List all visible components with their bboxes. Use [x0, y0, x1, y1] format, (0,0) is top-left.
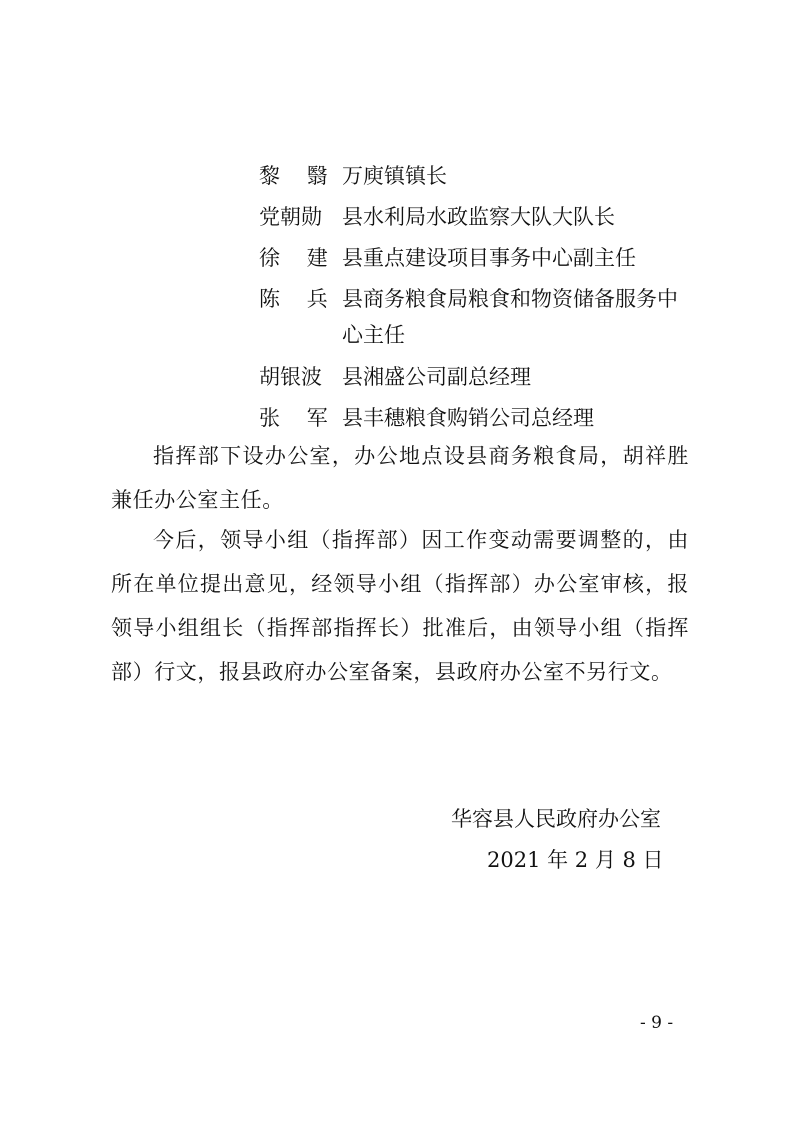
- member-name: 胡银波: [259, 365, 322, 389]
- member-name: 张 军: [259, 406, 328, 430]
- paragraph-office: 指挥部下设办公室，办公地点设县商务粮食局，胡祥胜兼任办公室主任。: [111, 444, 689, 512]
- member-name: 陈 兵: [259, 287, 328, 311]
- signature-date: 2021 年 2 月 8 日: [487, 848, 664, 872]
- member-row: [259, 197, 719, 238]
- member-name: 黎 翳: [259, 164, 328, 188]
- member-row: [259, 279, 719, 320]
- member-role: 县商务粮食局粮食和物资储备服务中: [342, 287, 678, 311]
- member-role: 县重点建设项目事务中心副主任: [342, 246, 636, 270]
- member-row: [259, 156, 719, 197]
- member-name: 党朝勋: [259, 205, 322, 229]
- member-role: 县湘盛公司副总经理: [342, 365, 531, 389]
- signature-org: 华容县人民政府办公室: [451, 807, 661, 831]
- member-role: 万庾镇镇长: [342, 164, 447, 188]
- page-number: - 9 -: [640, 1013, 674, 1033]
- member-row: [259, 398, 719, 439]
- member-row: [259, 238, 719, 279]
- paragraph-adjustment: 今后，领导小组（指挥部）因工作变动需要调整的，由所在单位提出意见，经领导小组（指挥部）办公室审核，报领导小组组长（指挥部指挥长）批准后，由领导小组（指挥部）行文，报县政府办公室备案，县政府办公室不另行文。: [111, 528, 689, 684]
- member-name: 徐 建: [259, 246, 328, 270]
- member-row: [259, 357, 719, 398]
- member-role-continuation: 心主任: [342, 323, 405, 347]
- member-role: 县丰穗粮食购销公司总经理: [342, 406, 594, 430]
- member-role: 县水利局水政监察大队大队长: [342, 205, 615, 229]
